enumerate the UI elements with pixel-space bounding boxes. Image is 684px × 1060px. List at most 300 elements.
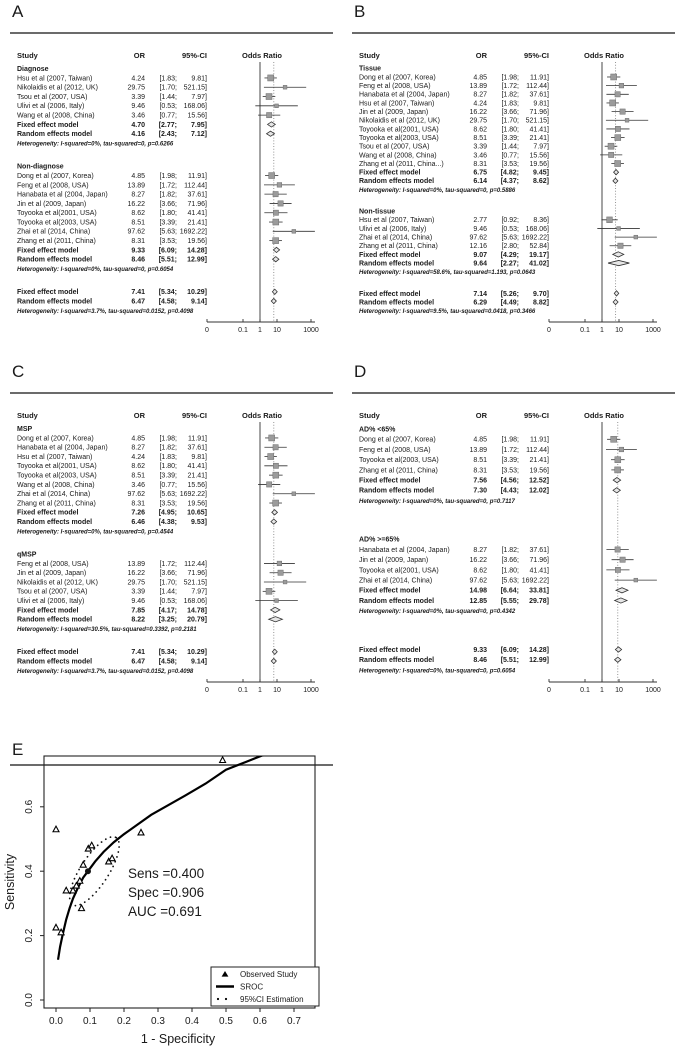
row-ci-high: 8.62]	[533, 178, 549, 186]
row-ci-low: [3.39;	[159, 472, 177, 480]
row-ci-high: 112.44]	[184, 182, 207, 190]
row-ci-low: [1.98;	[159, 172, 177, 180]
row-ci-low: [2.77;	[158, 121, 177, 129]
or-square	[608, 143, 614, 149]
row-ci-low: [4.56;	[500, 477, 519, 485]
study-row	[359, 135, 625, 142]
study-row	[359, 217, 618, 224]
row-or-value: 6.47	[131, 298, 145, 306]
row-ci-low: [5.55;	[500, 597, 519, 605]
model-row	[359, 488, 620, 495]
row-or-value: 6.29	[473, 299, 487, 307]
row-ci-high: 37.61]	[187, 444, 207, 452]
row-study-label: Toyooka et al(2001, USA)	[359, 126, 439, 134]
row-study-label: Fixed effect model	[359, 646, 421, 654]
row-ci-low: [3.53;	[501, 467, 519, 475]
x-tick-label: 10	[615, 327, 623, 334]
row-ci-low: [5.34;	[158, 289, 177, 297]
row-ci-high: 19.56]	[187, 500, 207, 508]
x-tick-label: 0.6	[253, 1016, 267, 1027]
row-study-label: Toyooka et al(2001, USA)	[359, 567, 439, 575]
panel-a-label: A	[12, 2, 24, 21]
row-ci-high: 12.02]	[529, 487, 549, 495]
heterogeneity-note: Heterogeneity: I-squared=30.5%, tau-squared=0.3392, p=0.2181	[17, 626, 197, 633]
row-study-label: Fixed effect model	[359, 477, 421, 485]
or-square	[618, 243, 623, 248]
col-header-ci: 95%-CI	[523, 51, 549, 60]
model-row	[359, 170, 619, 177]
row-or-value: 8.31	[473, 467, 487, 475]
sroc-plot	[0, 738, 400, 1060]
row-study-label: Zhai et al (2014, China)	[359, 577, 433, 585]
row-or-value: 16.22	[469, 557, 487, 565]
study-row	[17, 472, 283, 479]
row-ci-low: [1.83;	[501, 100, 519, 108]
row-study-label: Random effects model	[17, 616, 93, 624]
or-square	[615, 547, 620, 552]
row-study-label: Wang et al (2008, China)	[359, 152, 437, 160]
row-ci-low: [5.34;	[158, 649, 177, 657]
or-square	[611, 74, 617, 80]
row-study-label: Tsou et al (2007, USA)	[17, 93, 88, 101]
row-ci-low: [6.09;	[500, 646, 519, 654]
group-label: Non-diagnose	[17, 163, 64, 171]
row-ci-high: 12.99]	[529, 657, 549, 665]
or-square	[611, 436, 617, 442]
study-row	[17, 112, 280, 119]
summary-point	[85, 868, 91, 874]
row-ci-low: [0.77;	[159, 481, 177, 489]
row-or-value: 6.47	[131, 658, 145, 666]
or-square	[615, 126, 620, 131]
or-square	[273, 472, 279, 478]
row-ci-low: [0.53;	[159, 103, 177, 111]
row-ci-high: 19.56]	[187, 238, 207, 246]
summary-diamond	[613, 252, 624, 257]
col-header-or: OR	[475, 411, 487, 420]
study-row	[359, 547, 629, 554]
row-study-label: Zhang et al (2011, China)	[17, 500, 96, 508]
heterogeneity-note: Heterogeneity: I-squared=58.6%, tau-squared=1.193, p=0.0643	[359, 270, 536, 277]
row-ci-low: [4.43;	[500, 487, 519, 495]
row-ci-low: [3.66;	[501, 109, 519, 117]
row-ci-low: [1.70;	[159, 579, 177, 587]
row-ci-high: 71.96]	[529, 109, 549, 117]
x-tick-label: 0.1	[238, 687, 248, 694]
study-row	[17, 219, 283, 226]
ci-ellipse	[61, 830, 128, 912]
x-tick-label: 0	[205, 327, 209, 334]
study-row	[17, 182, 295, 189]
study-row	[359, 447, 637, 454]
summary-diamond	[272, 510, 278, 515]
row-or-value: 16.22	[127, 200, 145, 208]
row-study-label: Feng et al (2008, USA)	[17, 560, 89, 568]
row-ci-high: 7.12]	[191, 131, 207, 139]
row-study-label: Jin et al (2009, Japan)	[17, 200, 87, 208]
row-study-label: Random effects model	[359, 657, 435, 665]
row-or-value: 4.85	[131, 172, 145, 180]
group-label: qMSP	[17, 551, 37, 559]
row-ci-high: 52.84]	[529, 243, 549, 251]
x-tick-label: 0.4	[185, 1016, 199, 1027]
row-ci-high: 19.17]	[529, 251, 549, 259]
row-or-value: 7.56	[473, 477, 487, 485]
study-row	[359, 92, 629, 99]
row-or-value: 29.75	[469, 117, 487, 125]
study-row	[17, 192, 287, 199]
study-row	[17, 598, 298, 605]
row-or-value: 13.89	[127, 182, 145, 190]
row-ci-high: 9.70]	[533, 290, 549, 298]
or-square	[619, 447, 624, 452]
panel-e-label: E	[12, 740, 24, 759]
row-ci-high: 9.14]	[191, 658, 207, 666]
row-ci-high: 7.97]	[533, 143, 549, 151]
row-ci-low: [0.53;	[501, 225, 519, 233]
row-ci-high: 21.41]	[529, 457, 549, 465]
row-study-label: Zhang et al (2011, China)	[359, 243, 438, 251]
row-study-label: Fixed effect model	[359, 169, 421, 177]
or-square	[273, 219, 279, 225]
panel-d-label: D	[354, 362, 367, 381]
row-or-value: 8.46	[473, 657, 487, 665]
study-row	[359, 118, 648, 125]
row-or-value: 13.89	[469, 83, 487, 91]
row-or-value: 8.62	[131, 463, 145, 471]
row-study-label: Zhang et al (2011, China)	[17, 238, 96, 246]
group-label: AD% >=65%	[359, 536, 400, 544]
row-ci-high: 7.97]	[191, 588, 207, 596]
y-tick-label: 0.4	[24, 864, 35, 879]
plot-area	[53, 742, 308, 959]
row-study-label: Random effects model	[359, 597, 435, 605]
row-ci-high: 521.15]	[183, 579, 207, 587]
row-ci-low: [4.37;	[500, 178, 519, 186]
row-study-label: Dong et al (2007, Korea)	[17, 435, 94, 443]
row-ci-high: 112.44]	[526, 446, 549, 454]
row-study-label: Hanabata et al (2004, Japan)	[359, 546, 450, 554]
row-study-label: Fixed effect model	[17, 121, 79, 129]
col-header-study: Study	[359, 411, 380, 420]
row-ci-low: [1.98;	[501, 74, 519, 82]
observed-point	[79, 905, 85, 911]
row-ci-high: 9.45]	[533, 169, 549, 177]
row-or-value: 8.62	[473, 567, 487, 575]
model-row	[17, 658, 276, 665]
row-ci-high: 20.79]	[187, 616, 207, 624]
row-or-value: 8.62	[473, 126, 487, 134]
model-row	[17, 289, 277, 296]
row-study-label: Random effects model	[17, 131, 93, 139]
row-study-label: Random effects model	[17, 298, 93, 306]
row-ci-low: [1.44;	[501, 143, 519, 151]
x-axis-title: 1 - Specificity	[140, 1032, 216, 1046]
row-ci-high: 19.56]	[529, 467, 549, 475]
row-ci-high: 21.41]	[187, 472, 207, 480]
row-study-label: Ulivi et al (2006, Italy)	[359, 225, 427, 233]
row-ci-high: 9.81]	[191, 453, 207, 461]
heterogeneity-note: Heterogeneity: I-squared=3.7%, tau-squared=0.0152, p=0.4098	[17, 308, 194, 315]
row-study-label: Fixed effect model	[359, 251, 421, 259]
row-ci-low: [3.39;	[159, 219, 177, 227]
row-ci-high: 41.41]	[529, 567, 549, 575]
heterogeneity-note: Heterogeneity: I-squared=0%, tau-squared=0, p=0.6054	[359, 668, 516, 675]
study-row	[359, 243, 631, 250]
row-ci-low: [2.80;	[501, 243, 519, 251]
x-tick-label: 0.1	[580, 327, 590, 334]
legend-label: 95%CI Estimation	[240, 995, 304, 1004]
row-study-label: Hsu et al (2007, Taiwan)	[359, 217, 435, 225]
y-tick-label: 0.2	[24, 928, 35, 943]
or-square	[609, 152, 614, 157]
study-row	[17, 201, 292, 208]
row-ci-low: [0.77;	[501, 152, 519, 160]
summary-diamond	[271, 298, 276, 303]
row-or-value: 97.62	[127, 491, 145, 499]
row-ci-high: 14.28]	[187, 247, 207, 255]
or-square	[267, 482, 272, 487]
row-or-value: 9.07	[473, 251, 487, 259]
row-or-value: 8.27	[473, 91, 487, 99]
row-study-label: Ulivi et al (2006, Italy)	[17, 103, 85, 111]
study-row	[359, 235, 657, 242]
panel-b	[342, 0, 684, 358]
row-ci-low: [3.53;	[159, 500, 177, 508]
row-ci-high: 168.06]	[183, 103, 207, 111]
row-ci-low: [3.25;	[158, 616, 177, 624]
plot-title: Odds Ratio	[583, 51, 625, 60]
row-study-label: Fixed effect model	[17, 649, 79, 657]
row-or-value: 7.14	[473, 290, 487, 298]
row-ci-low: [5.63;	[501, 577, 519, 585]
or-square	[615, 567, 620, 572]
or-square	[273, 238, 279, 244]
row-ci-low: [1.82;	[501, 91, 519, 99]
model-row	[359, 657, 621, 664]
x-tick-label: 0	[547, 687, 551, 694]
heterogeneity-note: Heterogeneity: I-squared=0%, tau-squared=0, p=0.7117	[359, 498, 515, 505]
model-row	[359, 647, 622, 654]
row-or-value: 7.41	[131, 649, 145, 657]
col-header-study: Study	[17, 51, 38, 60]
row-or-value: 6.75	[473, 169, 487, 177]
heterogeneity-note: Heterogeneity: I-squared=0%, tau-squared=0, p=0.4544	[17, 529, 174, 536]
x-tick-label: 1	[600, 687, 604, 694]
row-study-label: Toyooka et al(2003, USA)	[359, 134, 439, 142]
observed-point	[53, 826, 59, 832]
model-row	[359, 478, 621, 485]
row-or-value: 12.85	[469, 597, 487, 605]
row-ci-low: [5.63;	[501, 234, 519, 242]
row-ci-low: [5.51;	[158, 256, 177, 264]
group-label: Tissue	[359, 65, 382, 73]
study-row	[359, 436, 620, 443]
row-ci-low: [3.53;	[501, 160, 519, 168]
heterogeneity-note: Heterogeneity: I-squared=0%, tau-squared=0, p=0.5886	[359, 187, 516, 194]
row-study-label: Feng et al (2008, USA)	[359, 446, 431, 454]
row-ci-high: 37.61]	[529, 546, 549, 554]
or-square	[277, 561, 282, 566]
summary-diamond	[271, 519, 277, 524]
row-or-value: 16.22	[127, 570, 145, 578]
row-ci-low: [1.80;	[159, 463, 177, 471]
row-ci-low: [5.26;	[500, 290, 519, 298]
row-or-value: 8.27	[473, 546, 487, 554]
row-study-label: Random effects model	[359, 299, 435, 307]
row-or-value: 97.62	[127, 228, 145, 236]
or-square	[620, 557, 625, 562]
row-ci-low: [6.64;	[500, 587, 519, 595]
row-study-label: Nikolaidis et al (2012, UK)	[17, 579, 98, 587]
x-tick-label: 1	[258, 327, 262, 334]
annotation-line: Spec =0.906	[128, 885, 205, 900]
or-square	[273, 463, 278, 468]
forest-plot-c	[0, 360, 342, 716]
or-square	[277, 183, 282, 188]
study-row	[17, 229, 315, 236]
row-ci-low: [1.70;	[501, 117, 519, 125]
row-study-label: Toyooka et al(2001, USA)	[17, 210, 97, 218]
heterogeneity-note: Heterogeneity: I-squared=0%, tau-squared=0, p=0.6054	[17, 266, 174, 273]
or-square	[269, 173, 275, 179]
row-ci-high: 9.81]	[191, 75, 207, 83]
row-study-label: Zhang et al (2011, China)	[359, 467, 438, 475]
or-square	[615, 457, 621, 463]
row-study-label: Hanabata et al (2004, Japan)	[17, 191, 108, 199]
or-square	[292, 492, 296, 496]
row-or-value: 8.27	[131, 191, 145, 199]
study-row	[359, 100, 619, 107]
row-ci-low: [1.83;	[159, 453, 177, 461]
forest-plot-d	[342, 360, 684, 716]
group-label: Non-tissue	[359, 208, 396, 216]
forest-plot-a	[0, 0, 342, 356]
row-ci-high: 71.96]	[187, 570, 207, 578]
row-study-label: Zhai et al (2014, China)	[17, 491, 91, 499]
or-square	[267, 112, 272, 117]
row-ci-high: 41.41]	[187, 210, 207, 218]
summary-diamond	[614, 170, 619, 175]
or-square	[625, 118, 629, 122]
model-row	[17, 510, 277, 517]
study-row	[17, 561, 295, 568]
row-or-value: 8.51	[473, 457, 487, 465]
row-ci-low: [5.51;	[500, 657, 519, 665]
row-ci-low: [2.43;	[158, 131, 177, 139]
or-square	[266, 94, 272, 100]
legend-dots-icon	[217, 998, 219, 1000]
row-study-label: Hanabata et al (2004, Japan)	[17, 444, 108, 452]
study-row	[17, 588, 275, 595]
summary-diamond	[269, 617, 283, 622]
study-row	[17, 445, 287, 452]
row-ci-low: [4.17;	[158, 607, 177, 615]
row-or-value: 9.64	[473, 260, 487, 268]
row-ci-low: [3.66;	[159, 200, 177, 208]
model-row	[17, 298, 276, 305]
row-ci-low: [1.72;	[159, 182, 177, 190]
row-ci-high: 71.96]	[529, 557, 549, 565]
observed-point	[80, 862, 86, 868]
row-ci-high: 10.29]	[187, 289, 207, 297]
row-ci-high: 112.44]	[526, 83, 549, 91]
or-square	[268, 454, 274, 460]
row-study-label: Toyooka et al(2003, USA)	[17, 472, 97, 480]
or-square	[615, 92, 620, 97]
row-ci-high: 12.99]	[187, 256, 207, 264]
or-square	[292, 229, 296, 233]
row-ci-high: 37.61]	[187, 191, 207, 199]
model-row	[17, 607, 280, 614]
row-study-label: Tsou et al (2007, USA)	[359, 143, 430, 151]
study-row	[17, 103, 298, 110]
row-study-label: Tsou et al (2007, USA)	[17, 588, 88, 596]
or-square	[283, 85, 287, 89]
row-study-label: Random effects model	[17, 519, 93, 527]
or-square	[615, 135, 621, 141]
panel-d	[342, 360, 684, 718]
row-ci-high: 21.41]	[529, 134, 549, 142]
summary-diamond	[613, 488, 620, 493]
row-or-value: 9.46	[131, 598, 145, 606]
row-study-label: Nikolaidis et al (2012, UK)	[359, 117, 440, 125]
group-label: AD% <65%	[359, 426, 396, 434]
row-ci-high: 1692.22]	[179, 228, 207, 236]
x-tick-label: 0	[547, 327, 551, 334]
study-row	[359, 109, 634, 116]
heterogeneity-note: Heterogeneity: I-squared=0%, tau-squared=0, p=0.4342	[359, 609, 516, 616]
row-ci-low: [0.53;	[159, 598, 177, 606]
row-ci-high: 37.61]	[529, 91, 549, 99]
observed-point	[53, 924, 59, 930]
row-or-value: 8.31	[131, 500, 145, 508]
row-ci-high: 21.41]	[187, 219, 207, 227]
row-or-value: 8.51	[131, 219, 145, 227]
row-ci-high: 29.78]	[529, 597, 549, 605]
y-tick-label: 0.0	[24, 993, 35, 1007]
row-ci-high: 168.06]	[525, 225, 549, 233]
row-study-label: Zhang et al (2011, China...)	[359, 160, 444, 168]
row-study-label: Jin et al (2009, Japan)	[17, 570, 87, 578]
row-or-value: 4.85	[473, 436, 487, 444]
row-ci-low: [1.44;	[159, 588, 177, 596]
study-row	[17, 210, 287, 217]
observed-point	[89, 842, 95, 848]
row-study-label: Toyooka et al(2001, USA)	[17, 463, 97, 471]
row-or-value: 97.62	[469, 234, 487, 242]
row-ci-high: 19.56]	[529, 160, 549, 168]
summary-diamond	[615, 647, 621, 652]
study-row	[359, 578, 657, 585]
row-ci-low: [0.77;	[159, 112, 177, 120]
summary-diamond	[271, 607, 280, 612]
row-study-label: Hsu et al (2007, Taiwan)	[359, 100, 435, 108]
or-square	[615, 161, 621, 167]
row-ci-high: 15.56]	[187, 481, 207, 489]
row-ci-high: 11.91]	[188, 435, 207, 443]
row-study-label: Zhai et al (2014, China)	[17, 228, 91, 236]
row-ci-low: [4.58;	[158, 658, 177, 666]
x-tick-label: 1000	[303, 687, 319, 694]
or-square	[634, 235, 638, 239]
or-square	[268, 75, 274, 81]
study-row	[359, 226, 640, 233]
row-study-label: Zhai et al (2014, China)	[359, 234, 433, 242]
row-or-value: 7.85	[131, 607, 145, 615]
panel-c-label: C	[12, 362, 25, 381]
forest-plot-b	[342, 0, 684, 356]
